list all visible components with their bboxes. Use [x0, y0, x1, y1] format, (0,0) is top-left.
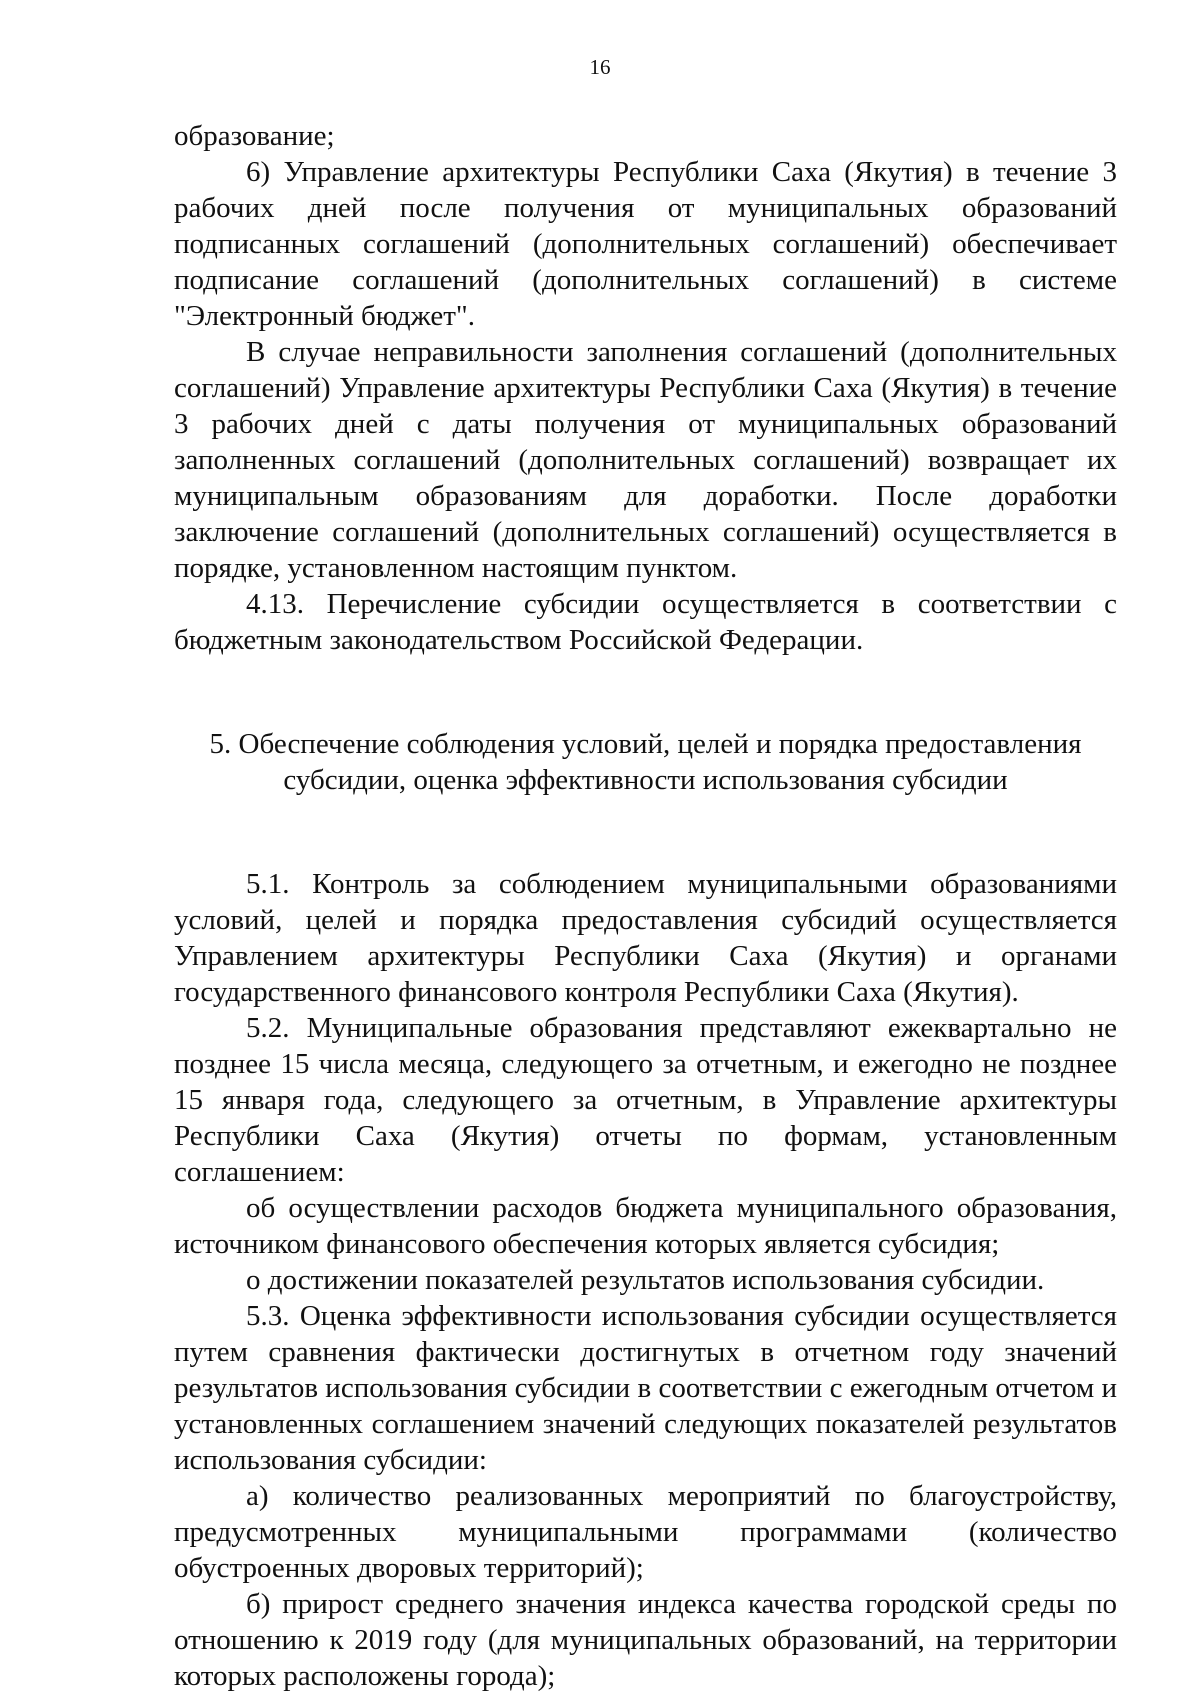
- paragraph-incorrect-filling: В случае неправильности заполнения соглашений (дополнительных соглашений) Управление архитектуры Республики Саха (Якутия) в течение 3 рабочих дней с даты получения от муниципальных образований заполненных соглашений (дополнительных соглашений) возвращает их муниципальным образованиям для доработки. После доработки заключение соглашений (дополнительных соглашений) осуществляется в порядке, установленном настоящим пунктом.: [174, 336, 1117, 584]
- paragraph-report-expenses: об осуществлении расходов бюджета муниципального образования, источником финансового обеспечения которых является субсидия;: [174, 1192, 1117, 1260]
- paragraph-5-2: 5.2. Муниципальные образования представляют ежеквартально не позднее 15 числа месяца, следующего за отчетным, и ежегодно не позднее 15 января года, следующего за отчетным, в Управление архитектуры Республики Саха (Якутия) отчеты по формам, установленным соглашением:: [174, 1012, 1117, 1188]
- page-number: 16: [589, 55, 611, 79]
- paragraph-5-1: 5.1. Контроль за соблюдением муниципальными образованиями условий, целей и порядка предоставления субсидий осуществляется Управлением архитектуры Республики Саха (Якутия) и органами государственного финансового контроля Республики Саха (Якутия).: [174, 868, 1117, 1008]
- paragraph-continuation: образование;: [174, 120, 335, 152]
- list-item-b: б) прирост среднего значения индекса качества городской среды по отношению к 2019 году (для муниципальных образований, на территории которых расположены города);: [174, 1588, 1117, 1692]
- section-5-heading: [174, 726, 1117, 798]
- paragraph-5-3: 5.3. Оценка эффективности использования субсидии осуществляется путем сравнения фактически достигнутых в отчетном году значений результатов использования субсидии в соответствии с ежегодным отчетом и установленных соглашением значений следующих показателей результатов использования субсидии:: [174, 1300, 1117, 1476]
- section-heading-line-1: 5. Обеспечение соблюдения условий, целей и порядка предоставления: [209, 728, 1082, 760]
- section-heading-line-2: субсидии, оценка эффективности использования субсидии: [283, 764, 1008, 796]
- paragraph-item-6: 6) Управление архитектуры Республики Саха (Якутия) в течение 3 рабочих дней после получения от муниципальных образований подписанных соглашений (дополнительных соглашений) обеспечивает подписание соглашений (дополнительных соглашений) в системе "Электронный бюджет".: [174, 156, 1117, 332]
- paragraph-4-13: 4.13. Перечисление субсидии осуществляется в соответствии с бюджетным законодательством Российской Федерации.: [174, 588, 1117, 656]
- document-body: [174, 118, 1117, 1694]
- list-item-a: а) количество реализованных мероприятий по благоустройству, предусмотренных муниципальными программами (количество обустроенных дворовых территорий);: [174, 1480, 1117, 1584]
- paragraph-report-indicators: о достижении показателей результатов использования субсидии.: [246, 1264, 1045, 1296]
